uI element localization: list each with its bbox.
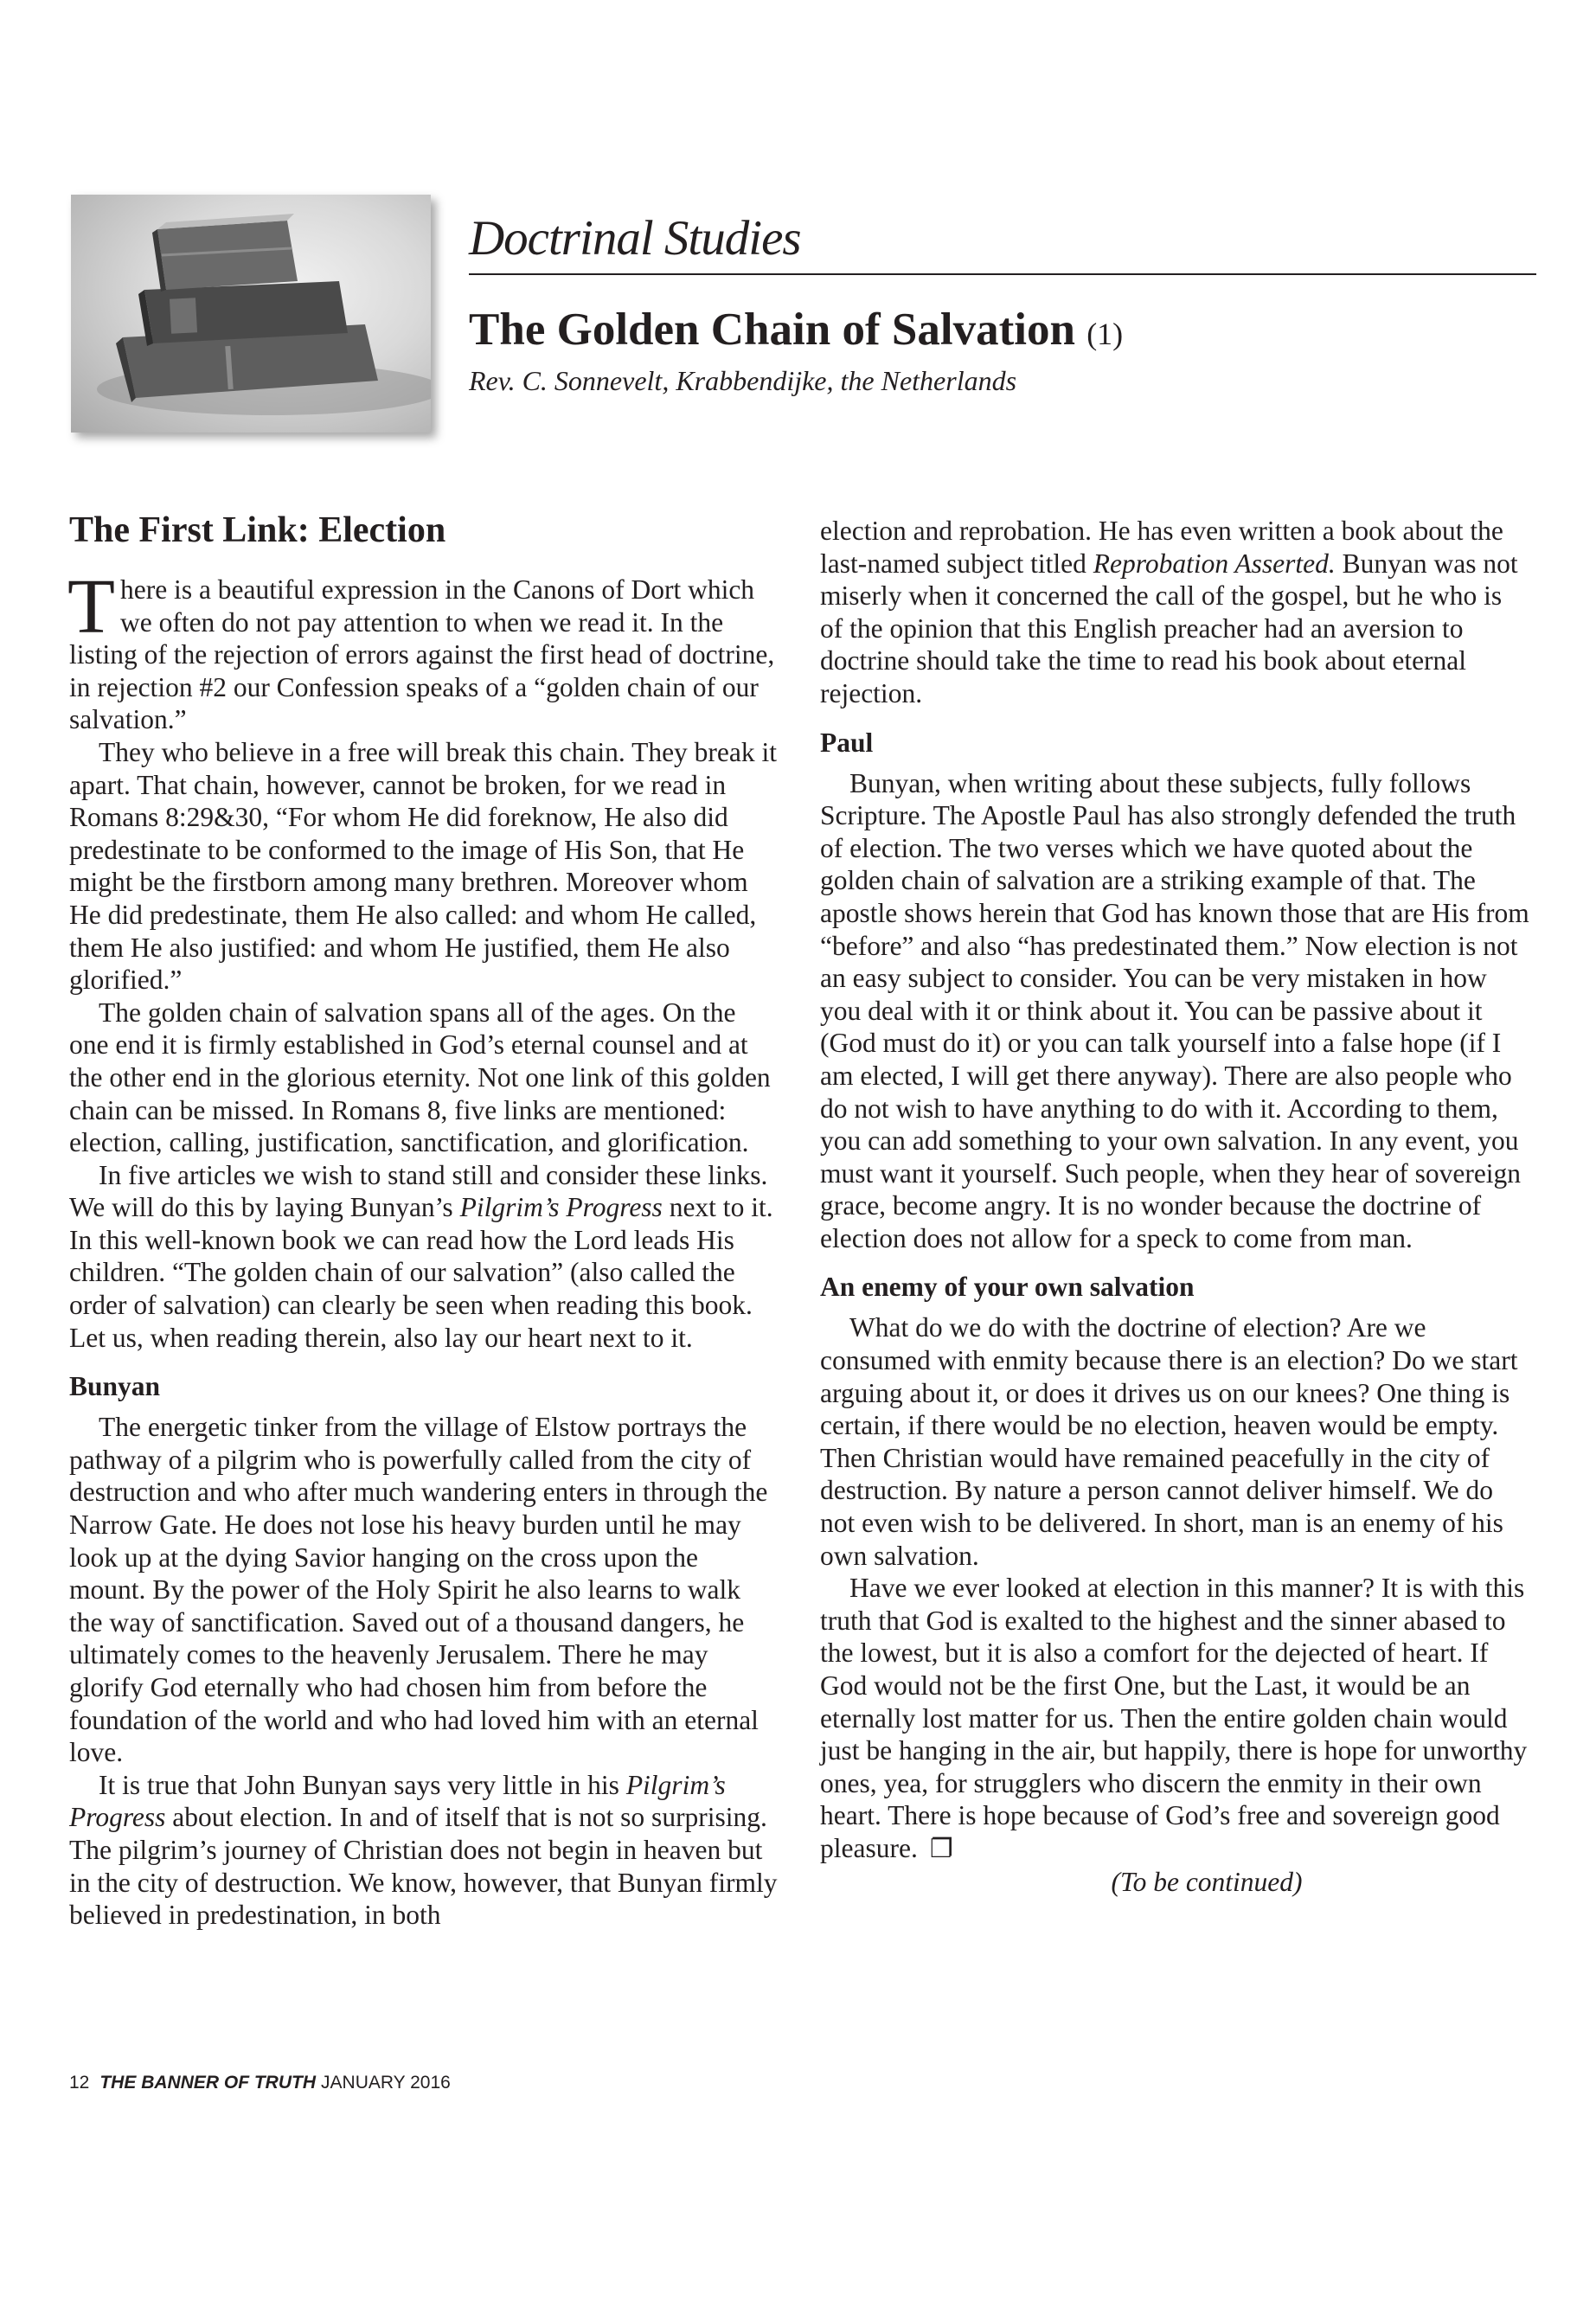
end-mark-icon: ❐ <box>929 1834 953 1863</box>
right-column <box>820 515 1529 1898</box>
page-number: 12 <box>69 2073 90 2093</box>
paragraph-text: Have we ever looked at election in this manner? It is with this truth that God is exalted to the highest and the sinner abased to the lowest, but it is also a comfort for the dejected of heart. If God would not be the first One, but the Last, it would be an eternally lost matter for us. Then the entire golden chain would just be hanging in the air, but happily, there is hope for unworthy ones, yea, for strugglers who discern the enmity in their own heart. There is hope because of God’s free and sovereign good pleasure. <box>820 1573 1528 1863</box>
paragraph-text: Bunyan was not miserly when it concerned the call of the gospel, but he who is of the opinion that this English preacher had an aversion to doctrine should take the time to read his book about eternal rejection. <box>820 548 1518 708</box>
paragraph-text: election and reprobation. He has even written a book about the last-named subject titled <box>820 516 1503 579</box>
section-title: Doctrinal Studies <box>469 204 1536 275</box>
article-part-number: (1) <box>1086 317 1124 351</box>
paragraph: What do we do with the doctrine of election? Are we consumed with enmity because there is an election? Do we start arguing about it, or does it drives us on our knees? One thing is certain, if there would be no election, heaven would be empty. Then Christian would have remained peacefully in the city of destruction. By nature a person cannot deliver himself. We do not even wish to be delivered. In short, man is an enemy of his own salvation. <box>820 1312 1518 1571</box>
paragraph <box>820 1572 1529 1865</box>
intro-paragraph <box>67 564 779 736</box>
paragraph: The energetic tinker from the village of Elstow portrays the pathway of a pilgrim who is powerfully called from the city of destruction and who after much wandering enters in through the Narrow Gate. He does not lose his heavy burden until he may look up at the dying Savior hanging on the cross upon the mount. By the power of the Holy Spirit he also learns to walk the way of sanctification. Saved out of a thousand dangers, he ultimately comes to the heavenly Jerusalem. There he may glorify God eternally who had chosen him from before the foundation of the world and who had loved him with an eternal love. <box>69 1412 768 1768</box>
books-icon <box>71 195 431 433</box>
publication-name: THE BANNER OF TRUTH <box>99 2073 317 2093</box>
subheading-enemy: An enemy of your own salvation <box>820 1272 1195 1303</box>
left-column <box>69 506 779 1932</box>
paragraph: They who believe in a free will break this chain. They break it apart. That chain, however, cannot be broken, for we read in Romans 8:29&30, “For whom He did foreknow, He also did predestinate to be conformed to the image of His Son, that He might be the firstborn among many brethren. Moreover whom He did predestinate, them He also called: and whom He called, them He also justified: and whom He justified, them He also glorified.” <box>69 736 778 996</box>
paragraph-text: next to it. In this well-known book we can read how the Lord leads His children. “The golden chain of our salvation” (also called the order of salvation) can clearly be seen when reading this book. Let us, when reading therein, also lay our heart next to it. <box>69 1192 773 1353</box>
page-footer <box>69 2071 451 2095</box>
book-title: Reprobation Asserted. <box>1093 548 1336 579</box>
paragraph-text: It is true that John Bunyan says very little in his <box>99 1769 626 1800</box>
article-title-text: The Golden Chain of Salvation <box>469 304 1075 355</box>
article-title <box>469 299 1123 364</box>
to-be-continued: (To be continued) <box>1111 1866 1303 1897</box>
paragraph <box>820 515 1529 710</box>
books-photo <box>71 195 431 433</box>
byline: Rev. C. Sonnevelt, Krabbendijke, the Netherlands <box>469 365 1017 396</box>
paragraph: Bunyan, when writing about these subjects, fully follows Scripture. The Apostle Paul has also strongly defended the truth of election. The two verses which we have quoted about the golden chain of salvation are a striking example of that. The apostle shows herein that God has known those that are His from “before” and also “has predestinated them.” Now election is not an easy subject to consider. You can be very mistaken in how you deal with it or think about it. You can be passive about it (God must do it) or you can talk yourself into a false hope (if I am elected, I will get there anyway). There are also people who do not wish to have anything to do with it. According to them, you can add something to your own salvation. In any event, you must want it yourself. Such people, when they hear of sovereign grace, become angry. It is no wonder because the doctrine of election does not allow for a speck to come from man. <box>820 767 1529 1253</box>
intro-text: here is a beautiful expression in the Canons of Dort which we often do not pay attention to when we read it. In the listing of the rejection of errors against the first head of doctrine, in rejection #2 our Confession speaks of a “golden chain of our salvation.” <box>69 574 775 735</box>
subheading-paul: Paul <box>820 727 874 758</box>
subheading-bunyan: Bunyan <box>69 1371 161 1402</box>
book-title: Pilgrim’s Progress <box>459 1192 663 1223</box>
paragraph-text: about election. In and of itself that is not so surprising. The pilgrim’s journey of Christian does not begin in heaven but in the city of destruction. We know, however, that Bunyan firmly believed in predestination, in both <box>69 1802 778 1931</box>
paragraph <box>69 1159 779 1355</box>
article-heading: The First Link: Election <box>69 510 446 550</box>
drop-cap: T <box>67 564 115 650</box>
paragraph: The golden chain of salvation spans all of the ages. On the one end it is firmly established in God’s eternal counsel and at the other end in the glorious eternity. Not one link of this golden chain can be missed. In Romans 8, five links are mentioned: election, calling, justification, sanctification, and glorification. <box>69 997 771 1158</box>
book-title: Pilgrim’s Progress <box>69 1769 726 1833</box>
issue-date: JANUARY 2016 <box>321 2073 451 2093</box>
paragraph <box>69 1769 779 1932</box>
paragraph-text: In five articles we wish to stand still and consider these links. We will do this by laying Bunyan’s <box>69 1159 768 1223</box>
